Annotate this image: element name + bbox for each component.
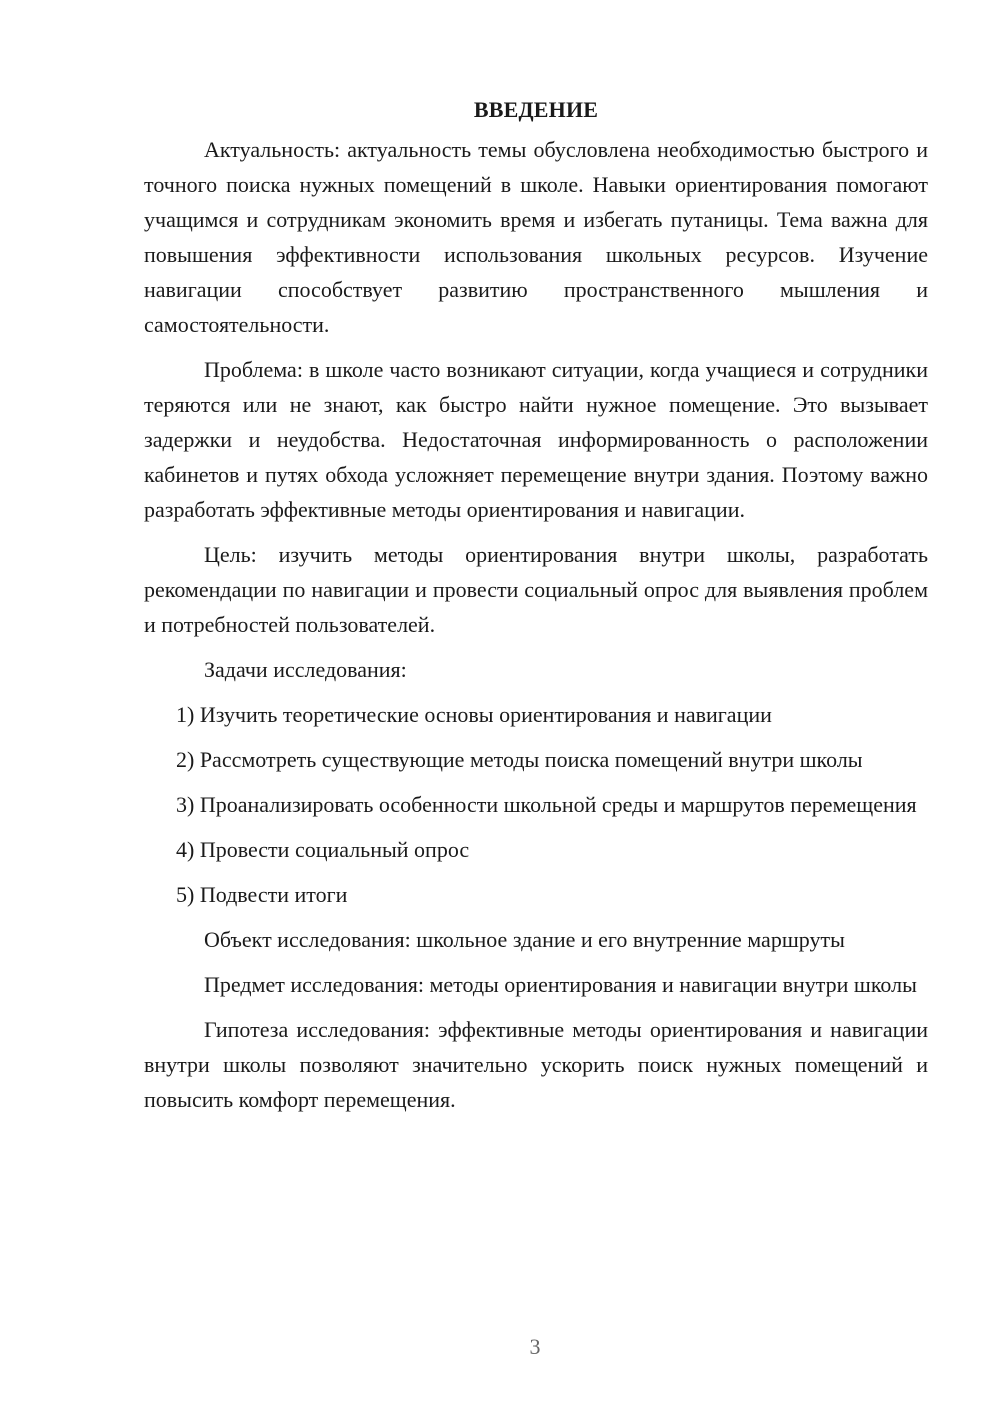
research-hypothesis: Гипотеза исследования: эффективные методы ориентирования и навигации внутри школы позволяют значительно ускорить поиск нужных помещений и повысить комфорт перемещения. xyxy=(144,1017,928,1112)
section-heading: ВВЕДЕНИЕ xyxy=(473,97,599,122)
task-item-3: 3) Проанализировать особенности школьной среды и маршрутов перемещения xyxy=(176,792,917,817)
tasks-title: Задачи исследования: xyxy=(204,657,407,682)
relevance-paragraph: Актуальность: актуальность темы обусловлена необходимостью быстрого и точного поиска нужных помещений в школе. Навыки ориентирования помогают учащимся и сотрудникам экономить время и избегать путаницы. Тема важна для повышения эффективности использования школьных ресурсов. Изучение навигации способствует развитию пространственного мышления и самостоятельности. xyxy=(144,137,928,337)
research-object: Объект исследования: школьное здание и его внутренние маршруты xyxy=(204,927,845,952)
page-content xyxy=(144,92,928,1127)
page-number: 3 xyxy=(529,1334,541,1359)
research-subject: Предмет исследования: методы ориентирования и навигации внутри школы xyxy=(204,972,917,997)
task-item-1: 1) Изучить теоретические основы ориентирования и навигации xyxy=(176,702,772,727)
task-item-4: 4) Провести социальный опрос xyxy=(176,837,470,862)
problem-paragraph: Проблема: в школе часто возникают ситуации, когда учащиеся и сотрудники теряются или не знают, как быстро найти нужное помещение. Это вызывает задержки и неудобства. Недостаточная информированность о расположении кабинетов и путях обхода усложняет перемещение внутри здания. Поэтому важно разработать эффективные методы ориентирования и навигации. xyxy=(144,357,928,522)
goal-paragraph: Цель: изучить методы ориентирования внутри школы, разработать рекомендации по навигации и провести социальный опрос для выявления проблем и потребностей пользователей. xyxy=(144,542,928,637)
task-item-5: 5) Подвести итоги xyxy=(176,882,348,907)
task-item-2: 2) Рассмотреть существующие методы поиска помещений внутри школы xyxy=(176,747,863,772)
